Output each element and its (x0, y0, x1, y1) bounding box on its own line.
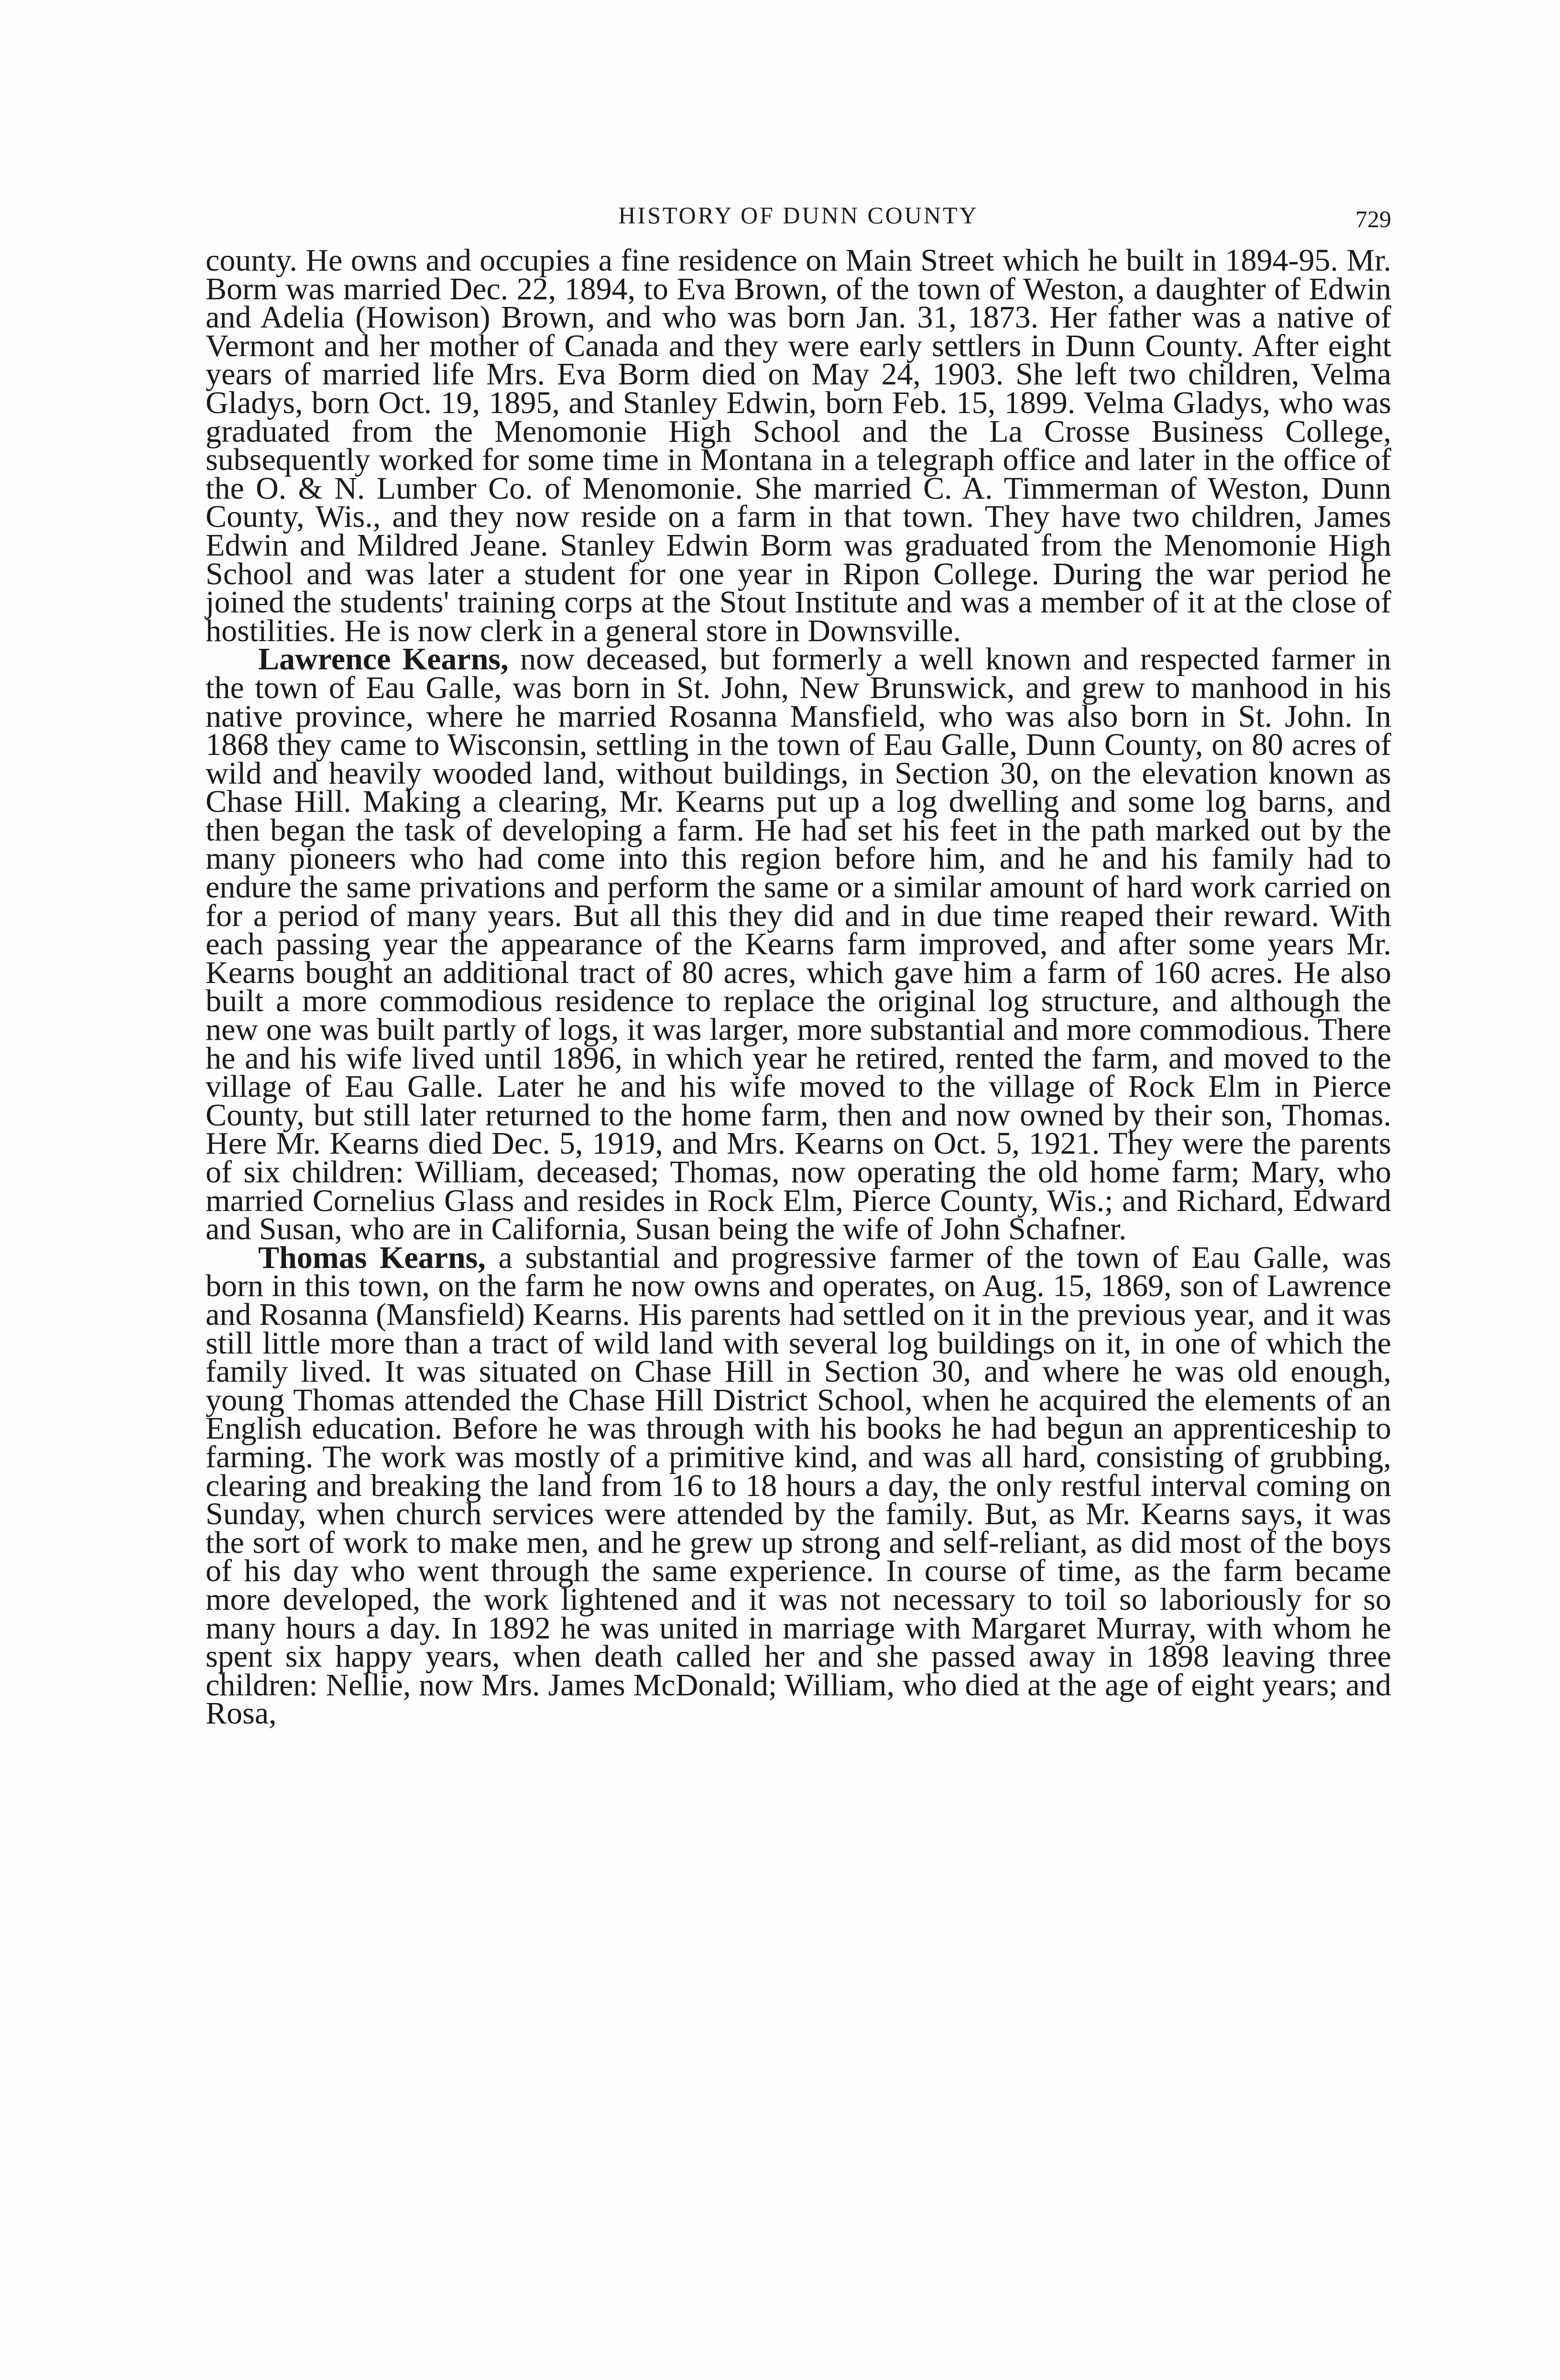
page-header (206, 194, 1391, 237)
page-number: 729 (1355, 206, 1391, 232)
biography-name-lawrence-kearns: Lawrence Kearns, (258, 642, 509, 677)
paragraph-text: county. He owns and occupies a fine residence on Main Street which he built in 1894-95. Mr. Borm was married Dec. 22, 1894, to Eva Brown, of the town of Weston, a daughter of Edwin and Adelia (Howison) Brown, and who was born Jan. 31, 1873. Her father was a native of Vermont and her mother of Canada and they were early settlers in Dunn County. After eight years of married life Mrs. Eva Borm died on May 24, 1903. She left two children, Velma Gladys, born Oct. 19, 1895, and Stanley Edwin, born Feb. 15, 1899. Velma Gladys, who was graduated from the Menomonie High School and the La Crosse Business College, subsequently worked for some time in Montana in a telegraph office and later in the office of the O. & N. Lumber Co. of Menomonie. She married C. A. Timmerman of Weston, Dunn County, Wis., and they now reside on a farm in that town. They have two children, James Edwin and Mildred Jeane. Stanley Edwin Borm was graduated from the Menomonie High School and was later a student for one year in Ripon College. During the war period he joined the students' training corps at the Stout Institute and was a member of it at the close of hostilities. He is now clerk in a general store in Downsville. (206, 243, 1391, 648)
paragraph-borm-continued (206, 243, 1391, 648)
paragraph-text: now deceased, but formerly a well known and respected farmer in the town of Eau Galle, was born in St. John, New Brunswick, and grew to manhood in his native province, where he married Rosanna Mansfield, who was also born in St. John. In 1868 they came to Wisconsin, settling in the town of Eau Galle, Dunn County, on 80 acres of wild and heavily wooded land, without buildings, in Section 30, on the elevation known as Chase Hill. Making a clearing, Mr. Kearns put up a log dwelling and some log barns, and then began the task of developing a farm. He had set his feet in the path marked out by the many pioneers who had come into this region before him, and he and his family had to endure the same privations and perform the same or a similar amount of hard work carried on for a period of many years. But all this they did and in due time reaped their reward. With each passing year the appearance of the Kearns farm improved, and after some years Mr. Kearns bought an additional tract of 80 acres, which gave him a farm of 160 acres. He also built a more commodious residence to replace the original log structure, and although the new one was built partly of logs, it was larger, more substantial and more commodious. There he and his wife lived until 1896, in which year he retired, rented the farm, and moved to the village of Eau Galle. Later he and his wife moved to the village of Rock Elm in Pierce County, but still later returned to the home farm, then and now owned by their son, Thomas. Here Mr. Kearns died Dec. 5, 1919, and Mrs. Kearns on Oct. 5, 1921. They were the parents of six children: William, deceased; Thomas, now operating the old home farm; Mary, who married Cornelius Glass and resides in Rock Elm, Pierce County, Wis.; and Richard, Edward and Susan, who are in California, Susan being the wife of John Schafner. (206, 642, 1391, 1247)
biography-name-thomas-kearns: Thomas Kearns, (258, 1240, 486, 1275)
body-text (206, 243, 1391, 1731)
paragraph-thomas-kearns (206, 1240, 1391, 1731)
paragraph-lawrence-kearns (206, 642, 1391, 1247)
paragraph-text: a substantial and progressive farmer of the town of Eau Galle, was born in this town, on the farm he now owns and operates, on Aug. 15, 1869, son of Lawrence and Rosanna (Mansfield) Kearns. His parents had settled on it in the previous year, and it was still little more than a tract of wild land with several log buildings on it, in one of which the family lived. It was situated on Chase Hill in Section 30, and where he was old enough, young Thomas attended the Chase Hill District School, when he acquired the elements of an English education. Before he was through with his books he had begun an apprenticeship to farming. The work was mostly of a primitive kind, and was all hard, consisting of grubbing, clearing and breaking the land from 16 to 18 hours a day, the only restful interval coming on Sunday, when church services were attended by the family. But, as Mr. Kearns says, it was the sort of work to make men, and he grew up strong and self-reliant, as did most of the boys of his day who went through the same experience. In course of time, as the farm became more developed, the work lightened and it was not necessary to toil so laboriously for so many hours a day. In 1892 he was united in marriage with Margaret Murray, with whom he spent six happy years, when death called her and she passed away in 1898 leaving three children: Nellie, now Mrs. James McDonald; William, who died at the age of eight years; and Rosa, (206, 1240, 1391, 1731)
running-title: HISTORY OF DUNN COUNTY (618, 202, 979, 229)
